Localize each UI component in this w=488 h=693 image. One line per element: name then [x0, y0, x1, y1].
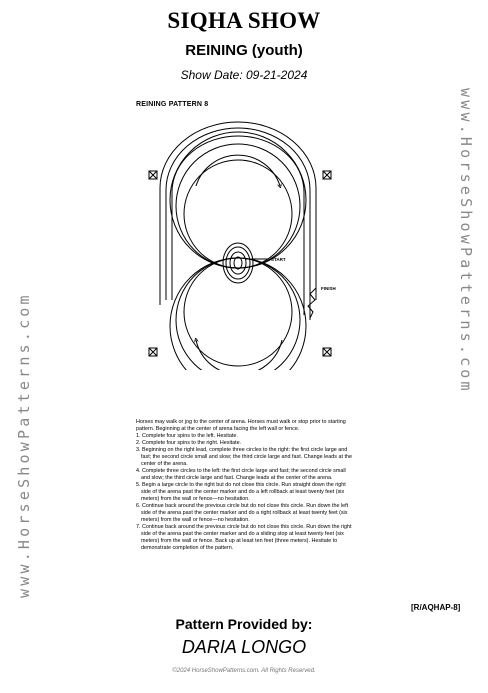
arena-marker-top-left: [149, 171, 157, 179]
instruction-step: 5. Begin a large circle to the right but do not close this circle. Run straight down the right side of the arena past the center marker and do a left rollback at least twenty feet (six meters) from the wall or fence—no hesitation.: [136, 482, 346, 503]
judge-name: DARIA LONGO: [181, 637, 307, 657]
class-name: REINING (youth): [185, 42, 303, 59]
instructions-intro: Horses may walk or jog to the center of arena. Horses must walk or stop prior to starting pattern. Beginning at the center of arena facing the left wall or fence.: [136, 419, 346, 433]
left-watermark-text: www.HorseShowPatterns.com: [15, 292, 33, 598]
instructions-steps: [136, 433, 354, 552]
pattern-instructions: [136, 419, 354, 552]
instruction-step: 2. Complete four spins to the right. Hesitate.: [136, 440, 242, 447]
instruction-step: 6. Continue back around the previous circle but do not close this circle. Run down the left side of the arena past the center marker and do a right rollback at least twenty feet (six meters) from the wall or fence—no hesitation.: [136, 503, 349, 524]
instruction-step: 7. Continue back around the previous circle but do not close this circle. Run down the right side of the arena past the center marker and do a sliding stop at least twenty feet (six meters) from the wall or fence. Back up at least ten feet (three meters). Hesitate to demonstrate completion of the pattern.: [136, 524, 352, 552]
left-circles: [170, 258, 306, 370]
finish-label: FINISH: [321, 286, 336, 291]
left-watermark: [12, 88, 32, 598]
arena-marker-bottom-right: [323, 348, 331, 356]
copyright-notice: ©2024 HorseShowPatterns.com. All Rights Reserved.: [172, 668, 316, 674]
pattern-diagram: [140, 112, 350, 370]
start-label: START: [271, 257, 286, 262]
pattern-code: [R/AQHAP-8]: [411, 603, 461, 612]
instruction-step: 4. Complete three circles to the left: the first circle large and fast; the second circle small and slow; the third circle large and fast. Change leads at the center of the arena.: [136, 468, 346, 482]
center-spins: [223, 243, 253, 283]
instruction-step: 1. Complete four spins to the left. Hesitate.: [136, 433, 238, 440]
show-title: SIQHA SHOW: [167, 8, 321, 33]
arena-marker-top-right: [323, 171, 331, 179]
right-watermark: [458, 88, 478, 598]
show-date: Show Date: 09-21-2024: [180, 68, 308, 82]
instruction-step: 3. Beginning on the right lead, complete three circles to the right: the first circle large and fast; the second circle small and slow; the third circle large and fast. Change leads at the center of the arena.: [136, 447, 352, 468]
provided-by-label: Pattern Provided by:: [175, 616, 313, 632]
right-circles: [170, 132, 306, 268]
right-watermark-text: www.HorseShowPatterns.com: [457, 88, 475, 394]
arena-marker-bottom-left: [149, 348, 157, 356]
pattern-title: REINING PATTERN 8: [136, 101, 209, 108]
